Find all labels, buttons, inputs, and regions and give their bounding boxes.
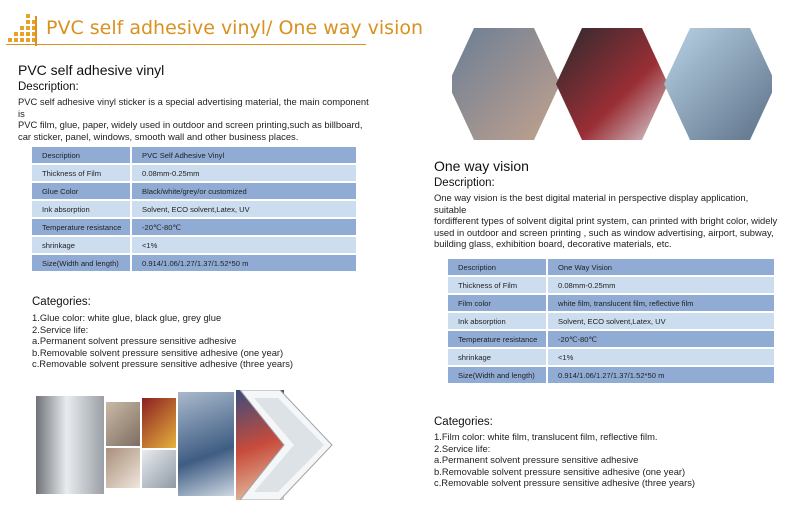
spec-value: PVC Self Adhesive Vinyl (132, 147, 356, 163)
spec-value: One Way Vision (548, 259, 774, 275)
list-item: b.Removable solvent pressure sensitive adhesive (one year) (32, 346, 284, 358)
pvc-description-line: car sticker, panel, windows, smooth wall and other business places. (18, 130, 299, 142)
window-poster-image (142, 398, 176, 448)
header-divider-vertical (35, 16, 37, 46)
list-item: 1.Film color: white film, translucent film, reflective film. (434, 431, 658, 442)
car-sticker-image (142, 450, 176, 488)
table-row (448, 277, 774, 293)
owv-description-line: used in outdoor and screen printing , such as window advertising, airport, subway, (434, 226, 774, 238)
printed-roll-image (178, 392, 234, 496)
vinyl-rolls-image (36, 396, 104, 494)
pvc-description-line: PVC self adhesive vinyl sticker is a special advertising material, the main component is (18, 96, 369, 119)
table-row (32, 237, 356, 253)
list-item: 1.Glue color: white glue, black glue, grey glue (32, 312, 222, 323)
owv-categories-list (434, 431, 695, 489)
list-item: a.Permanent solvent pressure sensitive adhesive (434, 454, 639, 466)
pvc-description-line: PVC film, glue, paper, widely used in outdoor and screen printing,such as billboard, (18, 119, 363, 130)
owv-description-line: building glass, exhibition board, decorative materials, etc. (434, 238, 672, 249)
spec-key: Temperature resistance (32, 219, 130, 235)
table-row (32, 165, 356, 181)
spec-value: Black/white/grey/or customized (132, 183, 356, 199)
hexagon-printer-image (556, 28, 668, 140)
table-row (448, 295, 774, 311)
spec-key: shrinkage (32, 237, 130, 253)
owv-description (434, 192, 779, 250)
hexagon-gallery (452, 28, 772, 140)
owv-section-title: One way vision (434, 158, 529, 174)
table-row (448, 331, 774, 347)
spec-key: shrinkage (448, 349, 546, 365)
table-row (32, 219, 356, 235)
owv-description-label: Description: (434, 177, 495, 189)
header-underline (6, 44, 366, 45)
spec-value: 0.08mm-0.25mm (548, 277, 774, 293)
list-item: b.Removable solvent pressure sensitive adhesive (one year) (434, 465, 686, 477)
spec-value: 0.914/1.06/1.27/1.37/1.52*50 m (548, 367, 774, 383)
pvc-section-title: PVC self adhesive vinyl (18, 62, 165, 78)
table-row (32, 255, 356, 271)
pvc-description-label: Description: (18, 81, 79, 93)
spec-key: Temperature resistance (448, 331, 546, 347)
spec-key: Description (32, 147, 130, 163)
owv-description-line: fordifferent types of solvent digital print system, can printed with bright color, widely (434, 215, 778, 226)
spec-value: -20℃-80℃ (132, 219, 356, 235)
arrow-shape (240, 390, 336, 500)
pvc-product-gallery (36, 390, 336, 500)
spec-value: <1% (132, 237, 356, 253)
spec-value: <1% (548, 349, 774, 365)
list-item: 2.Service life: (32, 323, 89, 335)
spec-key: Ink absorption (448, 313, 546, 329)
spec-value: 0.914/1.06/1.27/1.37/1.52*50 m (132, 255, 356, 271)
header-logo-dots (6, 12, 36, 46)
owv-spec-table (446, 257, 776, 385)
table-row (448, 259, 774, 275)
spec-key: Thickness of Film (32, 165, 130, 181)
table-row (32, 183, 356, 199)
hexagon-poster-image (452, 28, 560, 140)
spec-key: Film color (448, 295, 546, 311)
list-item: 2.Service life: (434, 442, 491, 454)
spec-key: Size(Width and length) (448, 367, 546, 383)
list-item: c.Removable solvent pressure sensitive adhesive (three years) (32, 358, 294, 370)
pvc-categories-list (32, 312, 293, 370)
spec-value: 0.08mm-0.25mm (132, 165, 356, 181)
table-row (32, 201, 356, 217)
pvc-categories-label: Categories: (32, 296, 91, 308)
page-title: PVC self adhesive vinyl/ One way vision (46, 17, 424, 39)
pvc-spec-table (30, 145, 358, 273)
spec-key: Ink absorption (32, 201, 130, 217)
pvc-description (18, 96, 378, 142)
spec-value: Solvent, ECO solvent,Latex, UV (132, 201, 356, 217)
spec-key: Glue Color (32, 183, 130, 199)
billboard-image (106, 402, 140, 446)
spec-value: -20℃-80℃ (548, 331, 774, 347)
spec-value: Solvent, ECO solvent,Latex, UV (548, 313, 774, 329)
spec-key: Size(Width and length) (32, 255, 130, 271)
spec-value: white film, translucent film, reflective film (548, 295, 774, 311)
list-item: c.Removable solvent pressure sensitive adhesive (three years) (434, 477, 696, 489)
spec-key: Description (448, 259, 546, 275)
owv-description-line: One way vision is the best digital material in perspective display application, suitable (434, 192, 749, 215)
hexagon-film-image (664, 28, 772, 140)
table-row (448, 313, 774, 329)
table-row (448, 349, 774, 365)
list-item: a.Permanent solvent pressure sensitive adhesive (32, 335, 237, 347)
table-row (32, 147, 356, 163)
table-row (448, 367, 774, 383)
spec-key: Thickness of Film (448, 277, 546, 293)
shop-front-image (106, 448, 140, 488)
owv-categories-label: Categories: (434, 416, 493, 428)
